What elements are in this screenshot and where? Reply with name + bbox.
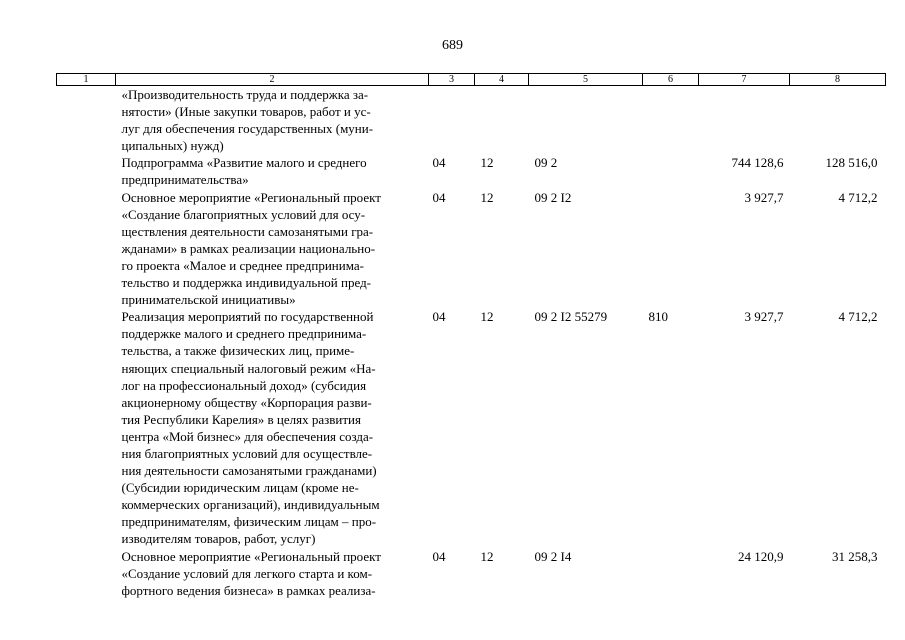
- subsection-cell: 12: [480, 189, 494, 205]
- target-article-cell: [529, 86, 643, 155]
- page-number: 689: [442, 38, 463, 53]
- amount-cell: 744 128,6: [731, 155, 784, 171]
- name-line: лог на профессиональный доход» (субсидия: [121, 377, 367, 393]
- target-article-cell: 09 2: [534, 155, 558, 171]
- amount-cell: 3 927,7: [744, 309, 784, 325]
- amount-cell: 24 120,9: [738, 548, 784, 564]
- row-number-cell: [57, 189, 116, 309]
- name-line: тия Республики Карелия» в целях развития: [121, 411, 361, 427]
- column-header: 3: [429, 74, 475, 86]
- target-article-cell: 09 2 I2 55279: [534, 309, 608, 325]
- item-name-cell: [116, 548, 429, 599]
- expense-type-cell: [643, 548, 699, 599]
- name-line: тельства, а также физических лиц, приме-: [121, 343, 355, 359]
- name-line: Основное мероприятие «Региональный проект: [121, 189, 381, 205]
- name-line: тельство и поддержка индивидуальной пред-: [121, 275, 372, 291]
- name-line: Подпрограмма «Развитие малого и среднего: [121, 155, 367, 171]
- name-line: «Создание условий для легкого старта и ком-: [121, 565, 373, 581]
- budget-table: [56, 73, 886, 599]
- name-line: нятости» (Иные закупки товаров, работ и ус-: [121, 104, 371, 120]
- column-header: 8: [790, 74, 886, 86]
- subsection-cell: 12: [480, 309, 494, 325]
- target-article-cell: 09 2 I2: [534, 189, 572, 205]
- expense-type-cell: [643, 154, 699, 188]
- name-line: ципальных) нужд): [121, 138, 224, 154]
- column-header: 7: [699, 74, 790, 86]
- column-header: 1: [57, 74, 116, 86]
- name-line: акционерному обществу «Корпорация разви-: [121, 394, 372, 410]
- name-line: центра «Мой бизнес» для обеспечения созда-: [121, 428, 374, 444]
- table-row: [57, 308, 886, 547]
- target-article-cell: 09 2 I4: [534, 548, 572, 564]
- item-name-cell: [116, 86, 429, 155]
- name-line: изводителям товаров, работ, услуг): [121, 531, 316, 547]
- row-number-cell: [57, 86, 116, 155]
- row-number-cell: [57, 548, 116, 599]
- section-cell: 04: [432, 309, 446, 325]
- table-row: [57, 548, 886, 599]
- expense-type-cell: [643, 189, 699, 309]
- row-number-cell: [57, 308, 116, 547]
- name-line: жданами» в рамках реализации национально-: [121, 240, 376, 256]
- amount-cell: 31 258,3: [832, 548, 878, 564]
- row-number-cell: [57, 154, 116, 188]
- name-line: Реализация мероприятий по государственной: [121, 309, 374, 325]
- name-line: ния благоприятных условий для осуществле-: [121, 445, 373, 461]
- subsection-cell: 12: [480, 155, 494, 171]
- name-line: (Субсидии юридическим лицам (кроме не-: [121, 480, 359, 496]
- section-cell: 04: [432, 155, 446, 171]
- amount-cell: 4 712,2: [838, 189, 878, 205]
- table-row: [57, 189, 886, 309]
- name-line: «Производительность труда и поддержка за-: [121, 87, 369, 102]
- column-header: 5: [529, 74, 643, 86]
- name-line: луг для обеспечения государственных (муни-: [121, 121, 374, 137]
- table-row: [57, 154, 886, 188]
- name-line: принимательской инициативы»: [121, 292, 296, 308]
- name-line: няющих специальный налоговый режим «На-: [121, 360, 376, 376]
- amount-cell: [699, 86, 790, 155]
- name-line: поддержке малого и среднего предпринима-: [121, 326, 367, 342]
- item-name-cell: [116, 154, 429, 188]
- name-line: «Создание благоприятных условий для осу-: [121, 206, 366, 222]
- column-header: 4: [475, 74, 529, 86]
- name-line: предпринимательства»: [121, 172, 249, 188]
- name-line: ния деятельности самозанятыми гражданами): [121, 463, 377, 479]
- name-line: ществления деятельности самозанятыми гра-: [121, 223, 374, 239]
- expense-type-cell: 810: [648, 309, 668, 325]
- section-cell: 04: [432, 548, 446, 564]
- subsection-cell: [475, 86, 529, 155]
- name-line: го проекта «Малое и среднее предпринима-: [121, 257, 364, 273]
- name-line: Основное мероприятие «Региональный проект: [121, 548, 381, 564]
- expense-type-cell: [643, 86, 699, 155]
- amount-cell: 4 712,2: [838, 309, 878, 325]
- table-row: [57, 86, 886, 155]
- section-cell: [429, 86, 475, 155]
- amount-cell: 128 516,0: [825, 155, 878, 171]
- section-cell: 04: [432, 189, 446, 205]
- column-header: 2: [116, 74, 429, 86]
- subsection-cell: 12: [480, 548, 494, 564]
- column-header: 6: [643, 74, 699, 86]
- column-number-row: [57, 74, 886, 86]
- amount-cell: 3 927,7: [744, 189, 784, 205]
- item-name-cell: [116, 308, 429, 547]
- item-name-cell: [116, 189, 429, 309]
- amount-cell: [790, 86, 886, 155]
- name-line: коммерческих организаций), индивидуальным: [121, 497, 380, 513]
- name-line: предпринимателям, физическим лицам – про-: [121, 514, 377, 530]
- name-line: фортного ведения бизнеса» в рамках реализа-: [121, 582, 376, 598]
